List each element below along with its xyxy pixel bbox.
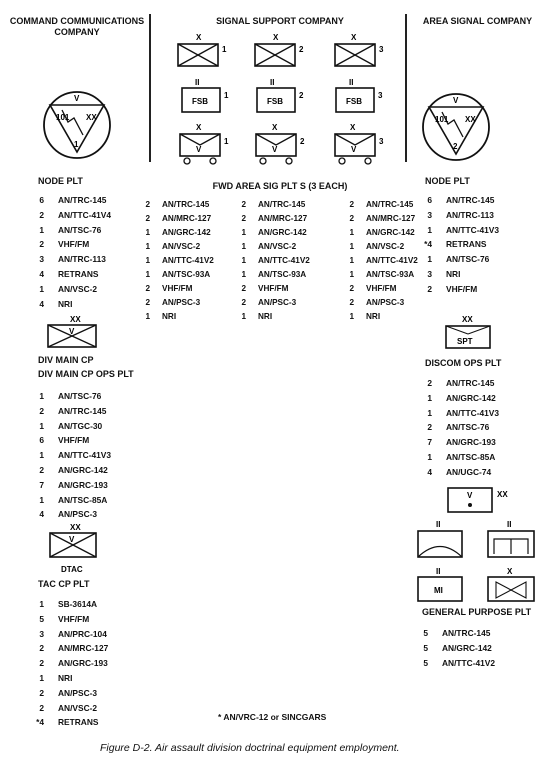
item-quantity: 2: [145, 298, 150, 307]
item-quantity: 3: [39, 254, 44, 265]
tac-cp-list: [32, 597, 108, 730]
item-equipment: AN/TTC-41V2: [258, 256, 310, 265]
item-equipment: VHF/FM: [58, 239, 90, 250]
left-column-title: COMMAND COMMUNICATIONS COMPANY: [9, 16, 145, 37]
item-equipment: SB-3614A: [58, 599, 98, 609]
item-equipment: AN/TTC-41V3: [446, 407, 500, 418]
item-equipment: AN/PSC-3: [58, 687, 98, 698]
item-equipment: RETRANS: [446, 239, 487, 250]
item-quantity: 1: [145, 270, 150, 279]
item-equipment: AN/MRC-127: [366, 214, 416, 223]
list-item: [237, 226, 310, 240]
item-quantity: 3: [39, 628, 44, 639]
left-node-list: [32, 193, 111, 311]
item-quantity: 2: [427, 422, 432, 433]
list-item: [237, 212, 310, 226]
list-item: [237, 254, 310, 268]
list-item: [32, 656, 108, 671]
svg-text:X: X: [196, 123, 202, 132]
item-quantity: 7: [39, 479, 44, 490]
item-quantity: 1: [427, 254, 432, 265]
item-equipment: AN/TTC-41V4: [58, 209, 112, 220]
svg-text:X: X: [272, 123, 278, 132]
item-equipment: AN/PSC-3: [258, 298, 297, 307]
item-equipment: AN/VSC-2: [258, 242, 297, 251]
item-quantity: 6: [427, 195, 432, 205]
item-quantity: 1: [427, 224, 432, 235]
list-item: [32, 223, 111, 238]
item-equipment: AN/VSC-2: [58, 702, 98, 713]
list-item: [416, 626, 495, 641]
item-equipment: NRI: [366, 312, 381, 321]
item-equipment: AN/TSC-85A: [58, 494, 108, 505]
right-column-title: AREA SIGNAL COMPANY: [422, 16, 533, 26]
list-item: [32, 208, 111, 223]
svg-text:1: 1: [224, 91, 229, 100]
item-equipment: AN/TSC-76: [446, 422, 490, 433]
item-quantity: 2: [427, 283, 432, 294]
item-quantity: 1: [39, 420, 44, 431]
item-quantity: 1: [349, 312, 354, 321]
svg-text:1: 1: [224, 137, 229, 146]
item-quantity: 1: [39, 283, 44, 294]
list-item: [345, 296, 418, 310]
right-node-v: V: [453, 96, 459, 105]
svg-text:2: 2: [300, 137, 305, 146]
list-item: [32, 389, 111, 404]
item-equipment: AN/MRC-127: [58, 643, 109, 654]
left-node-v: V: [74, 94, 80, 103]
list-item: [32, 686, 108, 701]
item-quantity: 5: [423, 657, 428, 668]
item-equipment: AN/TRC-145: [442, 628, 491, 638]
item-quantity: 2: [39, 405, 44, 416]
item-equipment: NRI: [446, 268, 461, 279]
item-equipment: NRI: [162, 312, 177, 321]
list-item: [345, 254, 418, 268]
item-quantity: 1: [427, 392, 432, 403]
list-item: [345, 212, 418, 226]
list-item: [141, 310, 214, 324]
list-item: [141, 254, 214, 268]
right-node-list: [420, 193, 499, 297]
general-purpose-title: GENERAL PURPOSE PLT: [422, 607, 532, 617]
list-item: [32, 715, 108, 730]
list-item: [420, 420, 499, 435]
svg-text:3: 3: [379, 137, 384, 146]
footnote: * AN/VRC-12 or SINCGARS: [218, 712, 327, 722]
item-equipment: AN/TRC-145: [366, 200, 414, 209]
list-item: [32, 282, 111, 297]
list-item: [32, 433, 111, 448]
list-item: [32, 641, 108, 656]
discom-symbol: [440, 312, 500, 352]
list-item: [420, 252, 499, 267]
svg-text:FSB: FSB: [346, 97, 362, 106]
item-quantity: 2: [39, 464, 44, 475]
svg-text:FSB: FSB: [267, 97, 283, 106]
list-item: [237, 198, 310, 212]
list-item: [32, 671, 108, 686]
list-item: [420, 282, 499, 297]
list-item: [420, 406, 499, 421]
list-item: [32, 252, 111, 267]
item-equipment: VHF/FM: [162, 284, 193, 293]
left-node-plt-title: NODE PLT: [38, 176, 83, 186]
item-quantity: 4: [39, 268, 44, 279]
list-item: [32, 404, 111, 419]
item-quantity: 3: [427, 209, 432, 220]
item-equipment: AN/GRC-142: [162, 228, 211, 237]
div-main-symbol: [36, 312, 116, 352]
item-quantity: 2: [349, 298, 354, 307]
list-item: [420, 267, 499, 282]
list-item: [32, 701, 108, 716]
item-quantity: 2: [39, 209, 44, 220]
item-equipment: AN/TRC-145: [446, 195, 495, 205]
item-quantity: 2: [39, 239, 44, 250]
item-quantity: 5: [423, 628, 428, 638]
item-quantity: 1: [145, 228, 150, 237]
item-equipment: AN/GRC-193: [58, 658, 108, 669]
item-quantity: 2: [145, 284, 150, 293]
gp-tick-right: II: [507, 520, 512, 529]
item-equipment: AN/MRC-127: [258, 214, 308, 223]
item-equipment: AN/TRC-113: [58, 254, 106, 265]
item-equipment: AN/GRC-193: [58, 479, 108, 490]
list-item: [237, 240, 310, 254]
list-item: [420, 391, 499, 406]
item-equipment: AN/TSC-76: [446, 254, 490, 265]
item-equipment: AN/PSC-3: [366, 298, 405, 307]
item-quantity: 1: [145, 256, 150, 265]
signal-support-fsb-row: [182, 78, 383, 112]
svg-text:2: 2: [299, 45, 304, 54]
list-item: [32, 463, 111, 478]
item-equipment: AN/TTC-41V2: [162, 256, 214, 265]
list-item: [345, 282, 418, 296]
item-quantity: 1: [145, 242, 150, 251]
list-item: [32, 193, 111, 208]
item-quantity: 2: [145, 200, 150, 209]
list-item: [32, 267, 111, 282]
item-equipment: AN/TSC-76: [58, 224, 102, 235]
list-item: [345, 198, 418, 212]
list-item: [141, 226, 214, 240]
gp-echelon: XX: [497, 490, 508, 499]
fwd-list-col-3: [345, 198, 418, 324]
list-item: [32, 612, 108, 627]
item-quantity: 1: [349, 256, 354, 265]
item-quantity: 1: [241, 242, 246, 251]
item-quantity: 2: [349, 214, 354, 223]
item-quantity: 4: [427, 466, 432, 477]
list-item: [32, 297, 111, 312]
item-quantity: 1: [427, 407, 432, 418]
item-quantity: 2: [241, 200, 246, 209]
item-quantity: 2: [241, 214, 246, 223]
item-equipment: AN/TRC-145: [258, 200, 306, 209]
item-equipment: AN/TTC-41V3: [446, 224, 500, 235]
item-quantity: 1: [39, 391, 44, 401]
svg-text:V: V: [196, 145, 202, 154]
svg-text:X: X: [273, 33, 279, 42]
item-quantity: 2: [241, 298, 246, 307]
discom-title: DISCOM OPS PLT: [425, 358, 502, 368]
signal-support-symbols: [160, 30, 400, 178]
item-quantity: 2: [349, 284, 354, 293]
list-item: [141, 198, 214, 212]
fwd-list-col-1: [141, 198, 214, 324]
item-equipment: AN/TTC-41V3: [58, 450, 112, 461]
item-equipment: AN/VSC-2: [366, 242, 405, 251]
general-purpose-symbols: [410, 484, 545, 606]
list-item: [420, 223, 499, 238]
gp-dot-icon: [468, 503, 472, 507]
list-item: [420, 193, 499, 208]
item-equipment: AN/TTC-41V2: [442, 657, 496, 668]
svg-text:V: V: [351, 145, 357, 154]
item-quantity: 2: [145, 214, 150, 223]
item-equipment: VHF/FM: [258, 284, 289, 293]
div-main-ops-title: DIV MAIN CP OPS PLT: [38, 369, 134, 379]
item-quantity: 1: [241, 256, 246, 265]
item-equipment: AN/PRC-104: [58, 628, 107, 639]
signal-support-vehicle-row: [180, 123, 384, 164]
div-main-list: [32, 389, 111, 522]
div-main-v: V: [69, 327, 75, 336]
item-quantity: 5: [423, 642, 428, 653]
svg-text:1: 1: [222, 45, 227, 54]
item-equipment: AN/GRC-193: [446, 437, 496, 448]
div-main-title: DIV MAIN CP: [38, 355, 94, 365]
tac-cp-symbol: [38, 520, 118, 578]
svg-text:FSB: FSB: [192, 97, 208, 106]
list-item: [345, 268, 418, 282]
item-quantity: 5: [39, 613, 44, 624]
list-item: [420, 237, 499, 252]
item-equipment: AN/TTC-41V2: [366, 256, 418, 265]
left-node-number: 1: [74, 140, 79, 149]
item-equipment: AN/TGC-30: [58, 420, 103, 431]
item-equipment: AN/TSC-76: [58, 391, 102, 401]
tac-cp-v: V: [69, 535, 75, 544]
item-quantity: 1: [39, 494, 44, 505]
item-equipment: AN/TSC-93A: [162, 270, 211, 279]
right-node-echelon: XX: [465, 115, 476, 124]
svg-text:X: X: [350, 123, 356, 132]
item-quantity: 1: [241, 228, 246, 237]
list-item: [32, 493, 111, 508]
list-item: [420, 435, 499, 450]
fwd-list-col-2: [237, 198, 310, 324]
svg-text:3: 3: [378, 91, 383, 100]
item-equipment: RETRANS: [58, 268, 99, 279]
item-equipment: AN/VSC-2: [58, 283, 98, 294]
gp-v: V: [467, 491, 473, 500]
list-item: [32, 597, 108, 612]
list-item: [420, 208, 499, 223]
item-equipment: AN/TRC-145: [58, 195, 107, 205]
item-equipment: NRI: [58, 672, 73, 683]
item-quantity: *4: [424, 239, 432, 250]
item-equipment: AN/GRC-142: [446, 392, 496, 403]
gp-mi-label: MI: [434, 586, 443, 595]
list-item: [416, 641, 495, 656]
item-equipment: AN/PSC-3: [162, 298, 201, 307]
item-quantity: 1: [349, 242, 354, 251]
list-item: [141, 268, 214, 282]
svg-text:II: II: [349, 78, 354, 87]
gp-tick-mi: II: [436, 567, 441, 576]
item-equipment: AN/TSC-85A: [446, 451, 496, 462]
discom-echelon: XX: [462, 315, 473, 324]
svg-text:V: V: [272, 145, 278, 154]
svg-text:2: 2: [299, 91, 304, 100]
list-item: [141, 296, 214, 310]
list-item: [141, 212, 214, 226]
list-item: [141, 282, 214, 296]
item-equipment: AN/TSC-93A: [258, 270, 307, 279]
item-quantity: 4: [39, 509, 44, 520]
svg-text:II: II: [270, 78, 275, 87]
item-quantity: 1: [427, 451, 432, 462]
item-equipment: AN/GRC-142: [366, 228, 415, 237]
left-node-unit: 101: [56, 113, 70, 122]
item-quantity: 1: [39, 599, 44, 609]
list-item: [237, 282, 310, 296]
svg-text:II: II: [195, 78, 200, 87]
tac-cp-title: TAC CP PLT: [38, 579, 90, 589]
item-quantity: 2: [241, 284, 246, 293]
item-equipment: AN/MRC-127: [162, 214, 212, 223]
discom-list: [420, 376, 499, 480]
right-node-plt-title: NODE PLT: [425, 176, 470, 186]
list-item: [32, 419, 111, 434]
item-equipment: AN/GRC-142: [258, 228, 307, 237]
item-equipment: AN/TRC-145: [58, 405, 107, 416]
item-quantity: 2: [39, 658, 44, 669]
list-item: [32, 478, 111, 493]
item-equipment: AN/GRC-142: [442, 642, 492, 653]
list-item: [32, 237, 111, 252]
item-quantity: *4: [36, 717, 44, 728]
item-quantity: 1: [241, 270, 246, 279]
signal-support-row1: [178, 33, 384, 66]
item-quantity: 2: [39, 643, 44, 654]
list-item: [237, 310, 310, 324]
item-equipment: VHF/FM: [366, 284, 397, 293]
center-column-title: SIGNAL SUPPORT COMPANY: [216, 16, 344, 26]
item-quantity: 2: [39, 702, 44, 713]
item-equipment: VHF/FM: [446, 283, 478, 294]
item-quantity: 1: [39, 672, 44, 683]
list-item: [345, 310, 418, 324]
right-node-number: 2: [453, 142, 458, 151]
item-quantity: 2: [39, 687, 44, 698]
list-item: [32, 627, 108, 642]
svg-text:3: 3: [379, 45, 384, 54]
item-quantity: 1: [241, 312, 246, 321]
list-item: [420, 465, 499, 480]
div-main-echelon: XX: [70, 315, 81, 324]
left-node-symbol: [40, 90, 160, 170]
column-divider-right: [405, 14, 407, 162]
item-equipment: AN/PSC-3: [58, 509, 98, 520]
item-equipment: RETRANS: [58, 717, 99, 728]
item-quantity: 1: [39, 224, 44, 235]
item-equipment: VHF/FM: [58, 613, 90, 624]
fwd-area-title: FWD AREA SIG PLT S (3 EACH): [212, 181, 348, 191]
item-quantity: 2: [349, 200, 354, 209]
item-equipment: VHF/FM: [58, 435, 90, 446]
valve-icon: [496, 582, 526, 598]
list-item: [420, 376, 499, 391]
item-equipment: NRI: [258, 312, 273, 321]
svg-text:X: X: [196, 33, 202, 42]
arc-icon: [418, 547, 462, 558]
item-equipment: AN/GRC-142: [58, 464, 108, 475]
tac-cp-label: DTAC: [61, 565, 83, 574]
item-quantity: 6: [39, 435, 44, 446]
item-quantity: 4: [39, 298, 44, 309]
item-equipment: AN/UGC-74: [446, 466, 492, 477]
list-item: [420, 450, 499, 465]
list-item: [237, 268, 310, 282]
item-quantity: 1: [349, 228, 354, 237]
item-quantity: 3: [427, 268, 432, 279]
item-quantity: 6: [39, 195, 44, 205]
item-equipment: AN/TRC-145: [446, 378, 495, 388]
list-item: [141, 240, 214, 254]
list-item: [345, 226, 418, 240]
item-equipment: AN/TRC-113: [446, 209, 494, 220]
figure-caption: Figure D-2. Air assault division doctrinal equipment employment.: [100, 742, 400, 754]
gp-echelon-x: X: [507, 567, 513, 576]
svg-text:X: X: [351, 33, 357, 42]
list-item: [32, 448, 111, 463]
list-item: [416, 656, 495, 671]
right-node-unit: 101: [435, 115, 449, 124]
item-quantity: 2: [427, 378, 432, 388]
item-quantity: 1: [145, 312, 150, 321]
item-quantity: 1: [349, 270, 354, 279]
list-item: [237, 296, 310, 310]
item-equipment: AN/TSC-93A: [366, 270, 415, 279]
discom-spt-label: SPT: [457, 337, 473, 346]
item-equipment: AN/VSC-2: [162, 242, 201, 251]
item-equipment: AN/TRC-145: [162, 200, 210, 209]
list-item: [345, 240, 418, 254]
left-node-echelon: XX: [86, 113, 97, 122]
right-node-symbol: [418, 92, 508, 172]
item-equipment: NRI: [58, 298, 73, 309]
tac-cp-echelon: XX: [70, 523, 81, 532]
gp-tick-left: II: [436, 520, 441, 529]
item-quantity: 1: [39, 450, 44, 461]
item-quantity: 7: [427, 437, 432, 448]
general-purpose-list: [416, 626, 495, 670]
